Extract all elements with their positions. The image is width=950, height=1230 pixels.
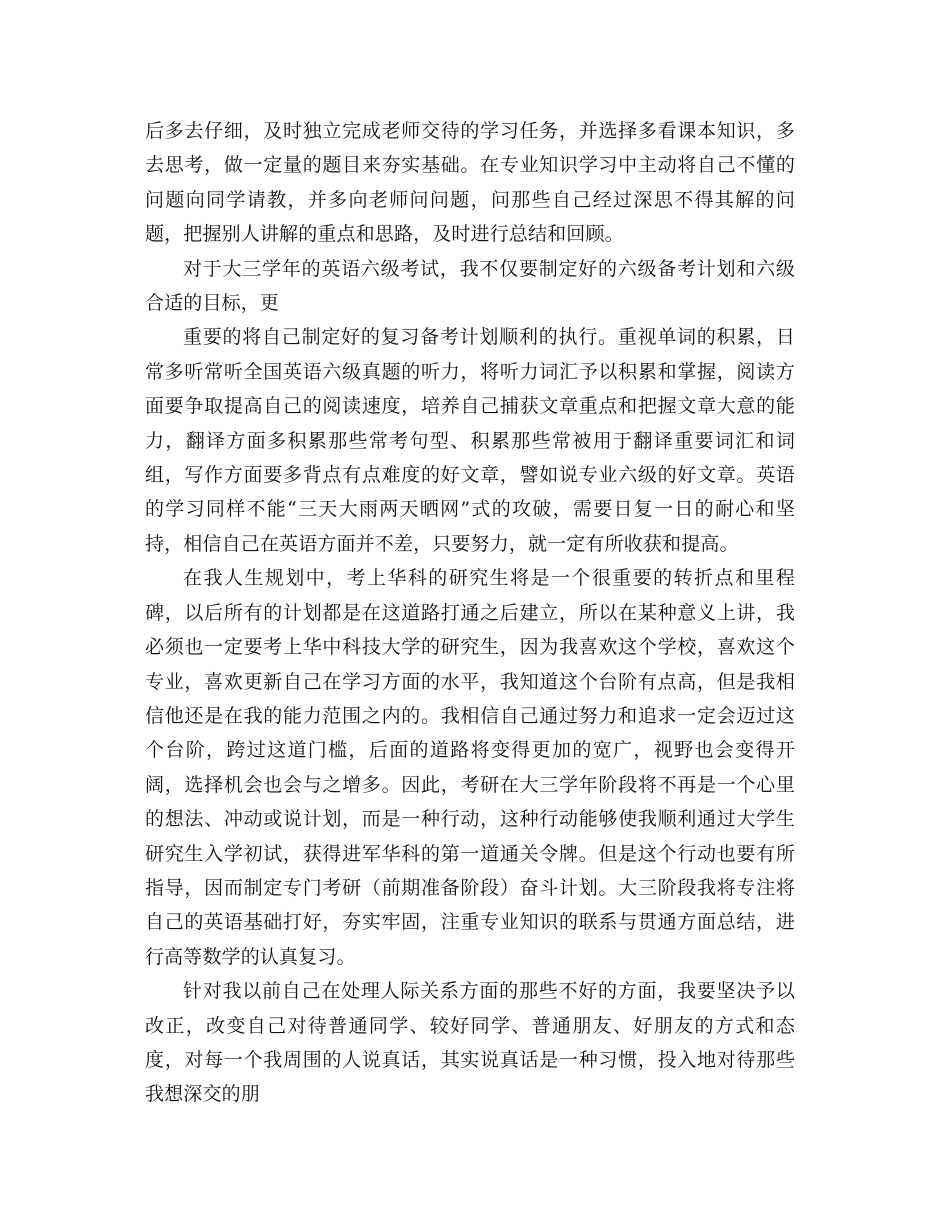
paragraph-2: 对于大三学年的英语六级考试，我不仅要制定好的六级备考计划和六级合适的目标，更: [145, 257, 795, 315]
paragraph-1: 后多去仔细，及时独立完成老师交待的学习任务，并选择多看课本知识，多去思考，做一定量的题目来夯实基础。在专业知识学习中主动将自己不懂的问题向同学请教，并多向老师问问题，问那些自己经过深思不得其解的问题，把握别人讲解的重点和思路，及时进行总结和回顾。: [145, 120, 795, 246]
paragraph-4: 在我人生规划中，考上华科的研究生将是一个很重要的转折点和里程碑，以后所有的计划都是在这道路打通之后建立，所以在某种意义上讲，我必须也一定要考上华中科技大学的研究生，因为我喜欢这个学校，喜欢这个专业，喜欢更新自己在学习方面的水平，我知道这个台阶有点高，但是我相信他还是在我的能力范围之内的。我相信自己通过努力和追求一定会迈过这个台阶，跨过这道门槛，后面的道路将变得更加的宽广，视野也会变得开阔，选择机会也会与之增多。因此，考研在大三学年阶段将不再是一个心里的想法、冲动或说计划，而是一种行动，这种行动能够使我顺利通过大学生研究生入学初试，获得进军华科的第一道通关令牌。但是这个行动也要有所指导，因而制定专门考研（前期准备阶段）奋斗计划。大三阶段我将专注将自己的英语基础打好，夯实牢固，注重专业知识的联系与贯通方面总结，进行高等数学的认真复习。: [145, 567, 795, 968]
paragraph-5: 针对我以前自己在处理人际关系方面的那些不好的方面，我要坚决予以改正，改变自己对待普通同学、较好同学、普通朋友、好朋友的方式和态度，对每一个我周围的人说真话，其实说真话是一种习惯，投入地对待那些我想深交的朋: [145, 980, 795, 1106]
paragraph-3: 重要的将自己制定好的复习备考计划顺利的执行。重视单词的积累，日常多听常听全国英语六级真题的听力，将听力词汇予以积累和掌握，阅读方面要争取提高自己的阅读速度，培养自己捕获文章重点和把握文章大意的能力，翻译方面多积累那些常考句型、积累那些常被用于翻译重要词汇和词组，写作方面要多背点有点难度的好文章，譬如说专业六级的好文章。英语的学习同样不能“三天大雨两天晒网”式的攻破，需要日复一日的耐心和坚持，相信自己在英语方面并不差，只要努力，就一定有所收获和提高。: [145, 326, 795, 555]
document-body: [145, 114, 795, 1112]
